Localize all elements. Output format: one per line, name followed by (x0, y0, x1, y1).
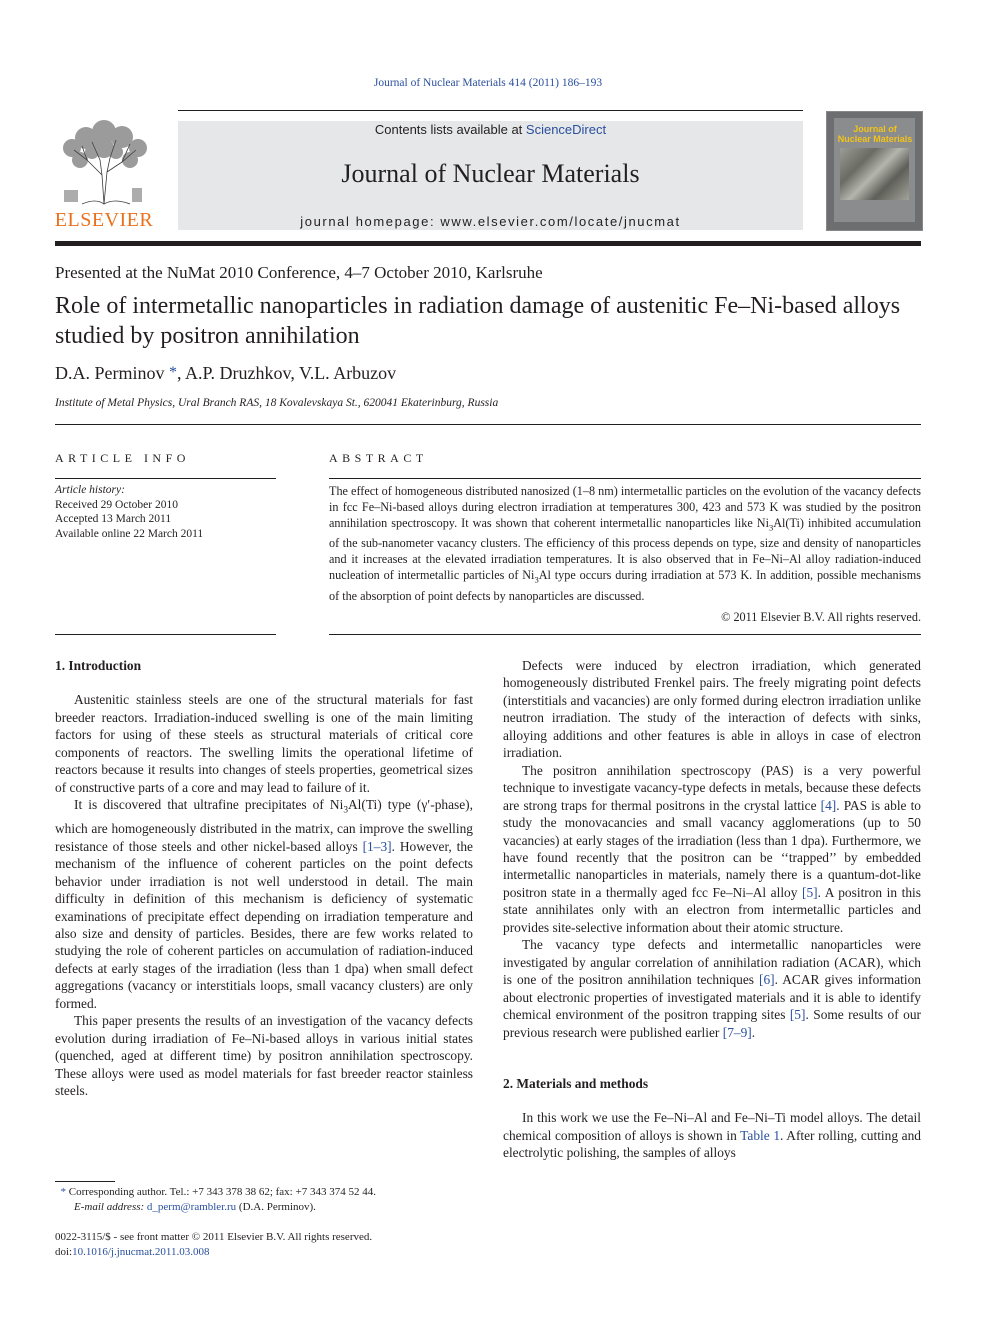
ref-5-link[interactable]: [5] (801, 884, 818, 900)
footnote-rule (55, 1181, 115, 1182)
methods-paragraph-1 (503, 1109, 921, 1161)
corresponding-author-mark[interactable]: * (169, 364, 177, 381)
author-first: D.A. Perminov (55, 363, 165, 383)
ref-4-link[interactable]: [4] (820, 797, 837, 813)
author-list (55, 363, 396, 384)
elsevier-logo (52, 120, 156, 232)
article-info-heading: ARTICLE INFO (55, 451, 190, 465)
header-thick-rule (55, 241, 921, 246)
intro-paragraph-1: Austenitic stainless steels are one of the structural materials for fast breeder reactors. Irradiation-induced swelling is one of the main limiting factors for using of these steels as structural materials of critical core components of reactors. The swelling limits the operational lifetime of reactors because it results into changes of steels properties, geometrical sizes of constructive parts of a core and may lead to failure of it. (55, 692, 473, 795)
methods-heading: 2. Materials and methods (503, 1075, 649, 1091)
contents-prefix: Contents lists available at (374, 122, 526, 137)
journal-homepage[interactable]: journal homepage: www.elsevier.com/locate/jnucmat (300, 214, 681, 229)
journal-cover-thumbnail (826, 111, 923, 231)
abstract-ni3al: $Ni_3Al$ (522, 568, 551, 585)
table-1-link[interactable]: Table 1 (740, 1127, 781, 1143)
online-date: Available online 22 March 2011 (55, 527, 204, 540)
abstract-ni3alti: $Ni_3Al(Ti)$ (756, 516, 804, 533)
sciencedirect-link[interactable]: ScienceDirect (525, 122, 607, 137)
intro-p2-part-a: It is discovered that ultrafine precipitates of $Ni_3Al(Ti)$ type (γ′-phase), which are homogeneously distributed in the matrix, can improve the swelling resistance of those steels and other nickel-based alloys (55, 797, 473, 854)
right-p3-part-b: . ACAR gives information about electronic properties of investigated materials and it is able to identify chemical environment of the positron trapping sites (503, 972, 921, 1023)
cover-title: Journal of Nuclear Materials (837, 124, 913, 144)
header-top-rule (178, 110, 803, 111)
article-history (55, 483, 275, 541)
corresponding-author-note (55, 1185, 475, 1200)
right-paragraph-2 (503, 762, 921, 937)
cover-panel (834, 118, 915, 222)
ref-6-link[interactable]: [6] (759, 972, 775, 988)
front-matter (55, 1230, 475, 1260)
ref-5b-link[interactable]: [5] (789, 1007, 806, 1023)
cover-image (840, 148, 909, 200)
abstract-text (329, 483, 921, 604)
footnote (55, 1185, 475, 1215)
footnote-mark: * (60, 1186, 66, 1198)
methods-p1-part-b: . After rolling, cutting and electrolytic polishing, the samples of alloys (503, 1127, 921, 1161)
issn-line: 0022-3115/$ - see front matter © 2011 Elsevier B.V. All rights reserved. (55, 1231, 373, 1243)
intro-p2-part-b: . However, the mechanism of the influence of coherent particles on the point defects behavior under irradiation is not well understood in detail. The main difficulty in definition of this mechanism is deficiency of systematic examinations of precipitate effect depending on irradiation temperature and also size and density of particles. Besides, there are few works related to studying the role of coherent particles on accumulation of radiation-induced defects at early stages of the irradiation (less than 1 dpa) when small defect aggregations (vacancy or interstitials loops, small vacancy clusters) are only formed. (55, 838, 473, 1011)
email-label: E-mail address: (74, 1201, 145, 1213)
history-label: Article history: (55, 484, 125, 496)
abstract-part-1: The effect of homogeneous distributed nanosized (1–8 nm) intermetallic particles on the evolution of the vacancy defects in fcc Fe–Ni-based alloys during electron irradiation at temperatures 300, 423 and 573 K was studied by the positron annihilation spectroscopy. It was shown that coherent intermetallic nanoparticles like (329, 484, 921, 530)
doi-prefix: doi: (55, 1246, 73, 1258)
email-suffix: (D.A. Perminov). (236, 1201, 316, 1213)
introduction-heading: 1. Introduction (55, 658, 142, 673)
right-p3-part-a: The vacancy type defects and intermetallic nanoparticles were investigated by angular correlation of annihilation radiation (ACAR), which is one of the positron annihilation techniques (503, 937, 921, 988)
intro-paragraph-2 (55, 796, 473, 1012)
right-p3-part-d: . (751, 1024, 756, 1040)
corresponding-text: Corresponding author. Tel.: +7 343 378 38 62; fax: +7 343 374 52 44. (68, 1186, 376, 1198)
right-paragraph-3 (503, 936, 921, 1041)
body-left-column (55, 657, 473, 1100)
abstract-bottom-rule (329, 634, 921, 635)
abstract-heading: ABSTRACT (329, 451, 428, 465)
abstract-part-2: inhibited accumulation of the sub-nanometer vacancy clusters. The efficiency of this process depends on type, size and density of nanoparticles and it increases at the elevated irradiation temperatures. It is also observed that in Fe–Ni–Al alloy radiation-induced nucleation of intermetallic particles of (329, 516, 921, 583)
journal-header-band (178, 121, 803, 230)
article-info-rule (55, 478, 276, 479)
title-bottom-rule (55, 424, 921, 425)
doi-line (55, 1245, 475, 1260)
affiliation: Institute of Metal Physics, Ural Branch RAS, 18 Kovalevskaya St., 620041 Ekaterinburg, Russia (55, 397, 499, 409)
abstract-part-3: type occurs during irradiation at 573 K. In addition, possible mechanisms of the absorption of point defects by nanoparticles are discussed. (329, 568, 921, 603)
right-p2-part-c: . A positron in this state annihilates only with an electron from intermetallic particles and provides site-selective information about their atomic structure. (503, 884, 921, 935)
right-p2-part-b: . PAS is able to study the monovacancies and small vacancy agglomerations (up to 50 vacancies) at early stages of the irradiation (less than 1 dpa). Furthermore, we have found recently that the positron can be ‘‘trapped’’ by embedded intermetallic nanoparticles in materials, namely there is a quantum-dot-like positron state in a thermally aged fcc Fe–Ni–Al alloy (503, 797, 921, 900)
methods-p1-part-a: In this work we use the Fe–Ni–Al and Fe–Ni–Ti model alloys. The detail chemical composition of alloys is shown in (503, 1110, 921, 1143)
accepted-date: Accepted 13 March 2011 (55, 513, 172, 525)
article-info-bottom-rule (55, 634, 276, 635)
received-date: Received 29 October 2010 (55, 498, 178, 511)
intro-paragraph-3: This paper presents the results of an investigation of the vacancy defects evolution during irradiation of Fe–Ni-based alloys in various initial states (quenched, aged at different time) by positron annihilation spectroscopy. These alloys were used as model materials for fast breeder reactor stainless steels. (55, 1013, 473, 1099)
contents-line (178, 122, 803, 137)
right-p2-part-a: The positron annihilation spectroscopy (PAS) is a very powerful technique to investigate vacancy-type defects in metals, because these defects are strong traps for thermal positrons in the crystal lattice (503, 762, 921, 813)
tree-icon (52, 120, 156, 206)
email-line (55, 1200, 475, 1215)
right-p3-part-c: . Some results of our previous research were published earlier (503, 1007, 921, 1040)
body-right-column (503, 657, 921, 1162)
abstract-copyright: © 2011 Elsevier B.V. All rights reserved. (721, 610, 921, 624)
author-rest: , A.P. Druzhkov, V.L. Arbuzov (177, 363, 397, 383)
elsevier-wordmark: ELSEVIER (54, 209, 154, 231)
email-link[interactable]: d_perm@rambler.ru (146, 1201, 237, 1213)
doi-link[interactable]: 10.1016/j.jnucmat.2011.03.008 (72, 1246, 210, 1258)
journal-reference[interactable]: Journal of Nuclear Materials 414 (2011) 186–193 (373, 77, 603, 89)
abstract-rule (329, 478, 921, 479)
journal-name: Journal of Nuclear Materials (341, 159, 640, 188)
ref-1-3-link[interactable]: [1–3] (362, 838, 392, 854)
right-paragraph-1: Defects were induced by electron irradiation, which generated homogeneously distributed Frenkel pairs. The freely migrating point defects (interstitials and vacancies) are only formed during electron irradiation unlike neutron irradiation. The study of the interaction of defects with sinks, alloying additions and other features is able in alloys in case of electron irradiation. (503, 658, 921, 761)
conference-note: Presented at the NuMat 2010 Conference, 4–7 October 2010, Karlsruhe (55, 263, 543, 282)
ref-7-9-link[interactable]: [7–9] (722, 1024, 752, 1040)
article-title: Role of intermetallic nanoparticles in radiation damage of austenitic Fe–Ni-based alloys studied by positron annihilation (55, 293, 901, 349)
